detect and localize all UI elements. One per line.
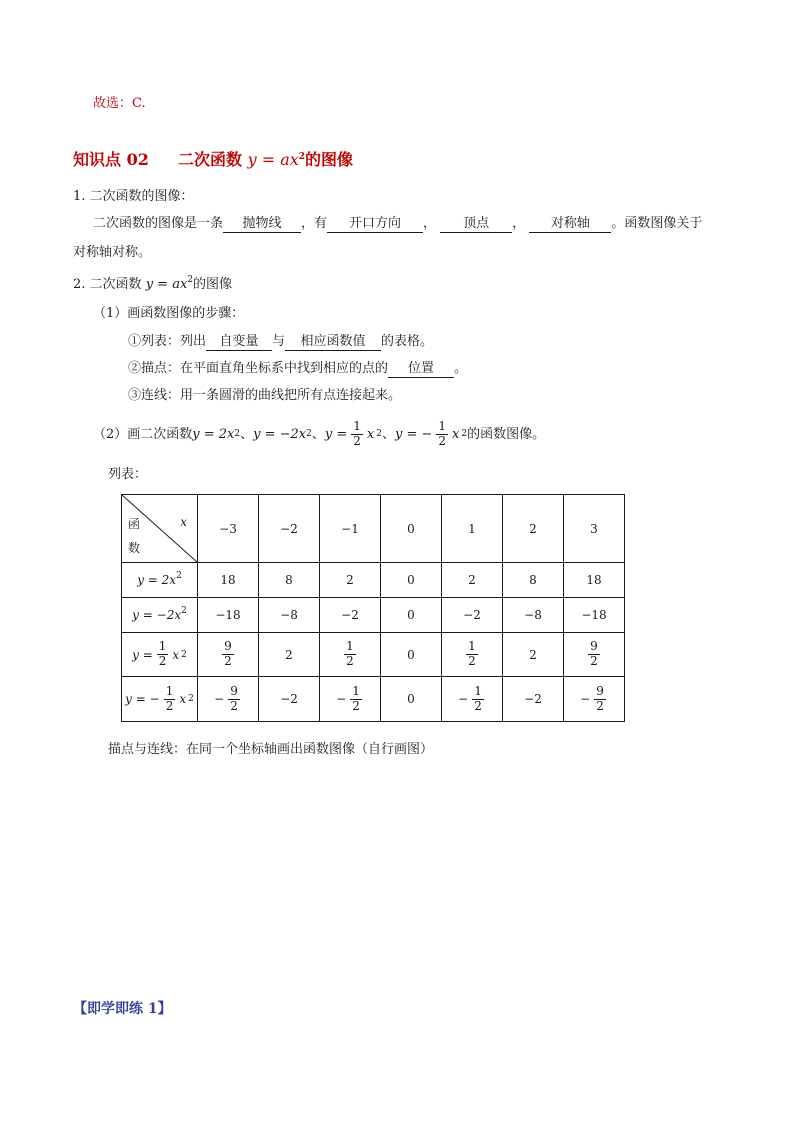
corner-label-bottom: 数 — [128, 541, 141, 555]
table-row — [122, 598, 625, 633]
step-1: ①列表：列出 自变量 与 相应函数值 的表格。 — [128, 335, 433, 351]
blank-independent-variable: 自变量 — [206, 335, 272, 351]
heading-exp: 2 — [298, 152, 306, 162]
blank-opening-direction: 开口方向 — [327, 217, 423, 233]
table-cell: $\frac{9}{2}$ — [564, 633, 625, 677]
x-value: 0 — [381, 495, 442, 563]
table-cell: − $\frac{1}{2}$ — [320, 677, 381, 722]
table-cell: 0 — [381, 563, 442, 598]
values-table — [121, 494, 625, 722]
row-label: $y = -2x^2$ — [122, 598, 198, 633]
table-cell: 2 — [320, 563, 381, 598]
table-cell: −2 — [503, 677, 564, 722]
draw-functions-line: （2）画二次函数 y = 2x 2 、 y = −2x 2 、 y = $\frac{1}{2}$ x 2 、 y = − $\frac{1}{2}$ x 2 的函数图像。 — [93, 419, 546, 448]
table-cell: 0 — [381, 677, 442, 722]
table-cell: −8 — [503, 598, 564, 633]
x-value: −3 — [198, 495, 259, 563]
table-row — [122, 563, 625, 598]
table-cell: 0 — [381, 633, 442, 677]
table-cell: −8 — [259, 598, 320, 633]
row-label: y = − $\frac{1}{2}$ x 2 — [122, 677, 198, 722]
blank-parabola: 抛物线 — [223, 217, 301, 233]
corner-cell — [122, 495, 198, 563]
table-cell: 18 — [564, 563, 625, 598]
table-cell: 2 — [259, 633, 320, 677]
x-value: 2 — [503, 495, 564, 563]
section1-line1: 二次函数的图像是一条 抛物线 ，有 开口方向 ， 顶点 ， 对称轴 。函数图像关于 — [93, 217, 702, 233]
answer-text: 故选：C. — [93, 96, 146, 111]
x-value: −2 — [259, 495, 320, 563]
table-cell: 8 — [259, 563, 320, 598]
table-cell: $\frac{1}{2}$ — [442, 633, 503, 677]
section-heading — [73, 152, 353, 168]
table-cell: 0 — [381, 598, 442, 633]
corner-label-top: 函 — [128, 517, 141, 531]
table-cell: $\frac{9}{2}$ — [198, 633, 259, 677]
section1-line2: 对称轴对称。 — [73, 245, 152, 260]
table-cell: 2 — [503, 633, 564, 677]
table-cell: −18 — [564, 598, 625, 633]
steps-title: （1）画函数图像的步骤： — [93, 306, 245, 321]
blank-axis: 对称轴 — [529, 217, 611, 233]
heading-prefix: 知识点 02 — [73, 150, 149, 169]
table-row — [122, 633, 625, 677]
table-cell: 8 — [503, 563, 564, 598]
table-cell: 2 — [442, 563, 503, 598]
blank-position: 位置 — [388, 362, 454, 378]
row-label: y = $\frac{1}{2}$ x 2 — [122, 633, 198, 677]
step-2: ②描点：在平面直角坐标系中找到相应的点的 位置 。 — [128, 362, 467, 378]
table-cell: $\frac{1}{2}$ — [320, 633, 381, 677]
corner-label-x: x — [180, 515, 187, 529]
after-table-text: 描点与连线：在同一个坐标轴画出函数图像（自行画图） — [108, 742, 434, 757]
table-cell: −18 — [198, 598, 259, 633]
section2-title: 2. 二次函数 $y = ax^2$的图像 — [73, 275, 233, 292]
list-label: 列表： — [108, 467, 148, 482]
table-header-row — [122, 495, 625, 563]
heading-suffix: 的图像 — [305, 150, 354, 169]
x-value: 3 — [564, 495, 625, 563]
table-cell: − $\frac{9}{2}$ — [198, 677, 259, 722]
heading-title: 二次函数 — [178, 150, 243, 169]
blank-function-values: 相应函数值 — [285, 335, 381, 351]
row-label: $y = 2x^2$ — [122, 563, 198, 598]
table-cell: − $\frac{9}{2}$ — [564, 677, 625, 722]
table-cell: −2 — [259, 677, 320, 722]
practice-heading: 【即学即练 1】 — [73, 1001, 172, 1017]
step-3: ③连线：用一条圆滑的曲线把所有点连接起来。 — [128, 388, 402, 403]
x-value: −1 — [320, 495, 381, 563]
table-cell: 18 — [198, 563, 259, 598]
blank-vertex: 顶点 — [440, 217, 512, 233]
heading-eq: y = ax — [247, 150, 299, 169]
table-cell: −2 — [442, 598, 503, 633]
table-cell: − $\frac{1}{2}$ — [442, 677, 503, 722]
section1-title: 1. 二次函数的图像： — [73, 189, 194, 204]
table-cell: −2 — [320, 598, 381, 633]
table-row — [122, 677, 625, 722]
x-value: 1 — [442, 495, 503, 563]
